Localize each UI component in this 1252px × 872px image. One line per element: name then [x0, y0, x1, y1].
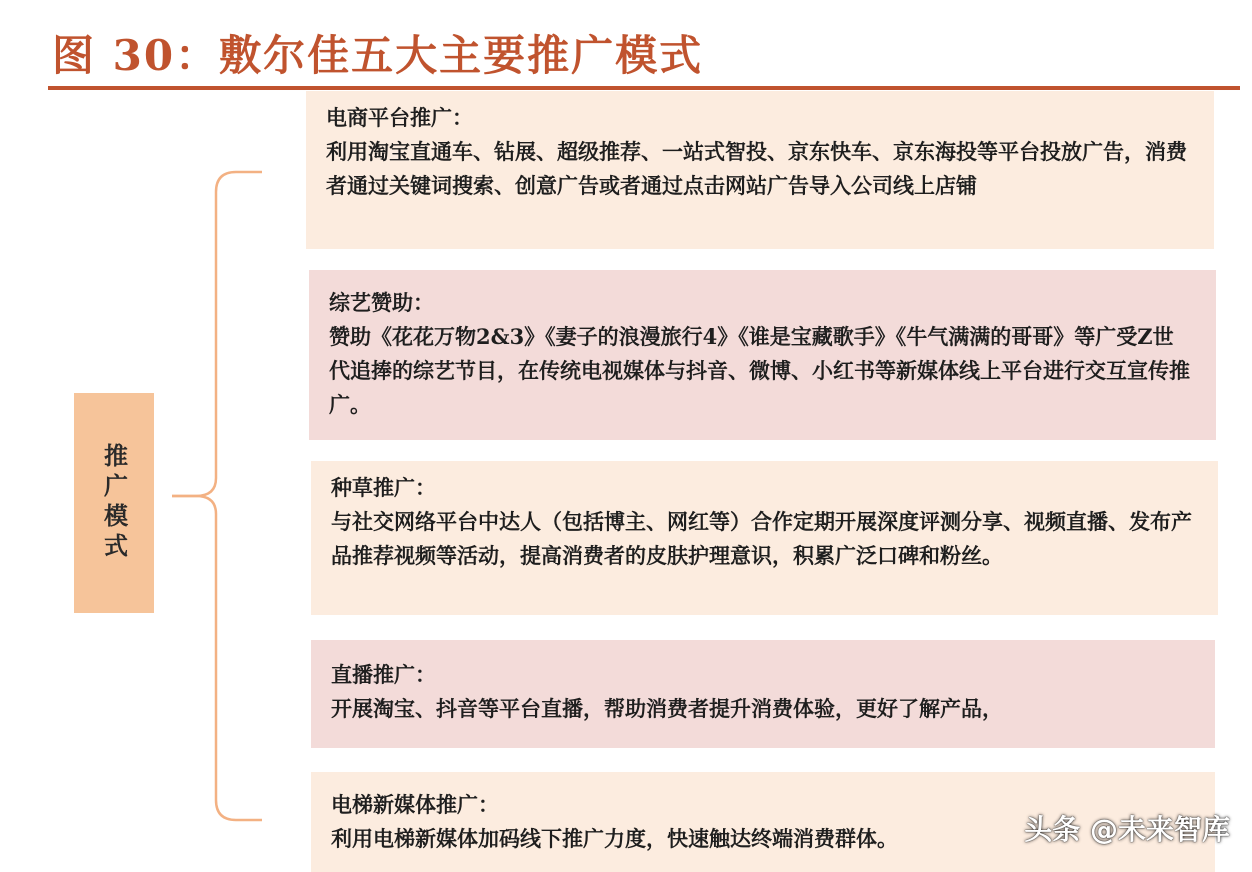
mode-title: 电梯新媒体推广： [331, 792, 499, 817]
mode-title: 电商平台推广： [326, 105, 473, 130]
mode-body: 开展淘宝、抖音等平台直播，帮助消费者提升消费体验，更好了解产品， [331, 696, 1003, 721]
mode-card-variety-sponsorship [309, 270, 1216, 440]
mode-card-ecommerce [306, 91, 1214, 249]
root-node [74, 393, 154, 613]
root-label: 推广模式 [99, 443, 129, 563]
mode-card-seeding [311, 461, 1218, 615]
mode-title: 种草推广： [331, 475, 436, 500]
mode-body: 利用电梯新媒体加码线下推广力度，快速触达终端消费群体。 [331, 826, 898, 851]
mode-body: 利用淘宝直通车、钻展、超级推荐、一站式智投、京东快车、京东海投等平台投放广告，消费者通过关键词搜索、创意广告或者通过点击网站广告导入公司线上店铺 [326, 139, 1187, 198]
bracket-lower [172, 496, 262, 820]
mode-card-livestream [311, 640, 1215, 748]
bracket-upper [172, 172, 262, 496]
mode-title: 直播推广： [331, 662, 436, 687]
watermark: 头条 @未来智库 [1024, 813, 1230, 846]
figure-title: 图 30：敷尔佳五大主要推广模式 [52, 31, 704, 80]
mode-body: 与社交网络平台中达人（包括博主、网红等）合作定期开展深度评测分享、视频直播、发布产品推荐视频等活动，提高消费者的皮肤护理意识，积累广泛口碑和粉丝。 [331, 509, 1192, 568]
mode-body: 赞助《花花万物2&3》《妻子的浪漫旅行4》《谁是宝藏歌手》《牛气满满的哥哥》等广受Z世代追捧的综艺节目，在传统电视媒体与抖音、微博、小红书等新媒体线上平台进行交互宣传推广。 [329, 324, 1190, 417]
mode-title: 综艺赞助： [329, 290, 434, 315]
